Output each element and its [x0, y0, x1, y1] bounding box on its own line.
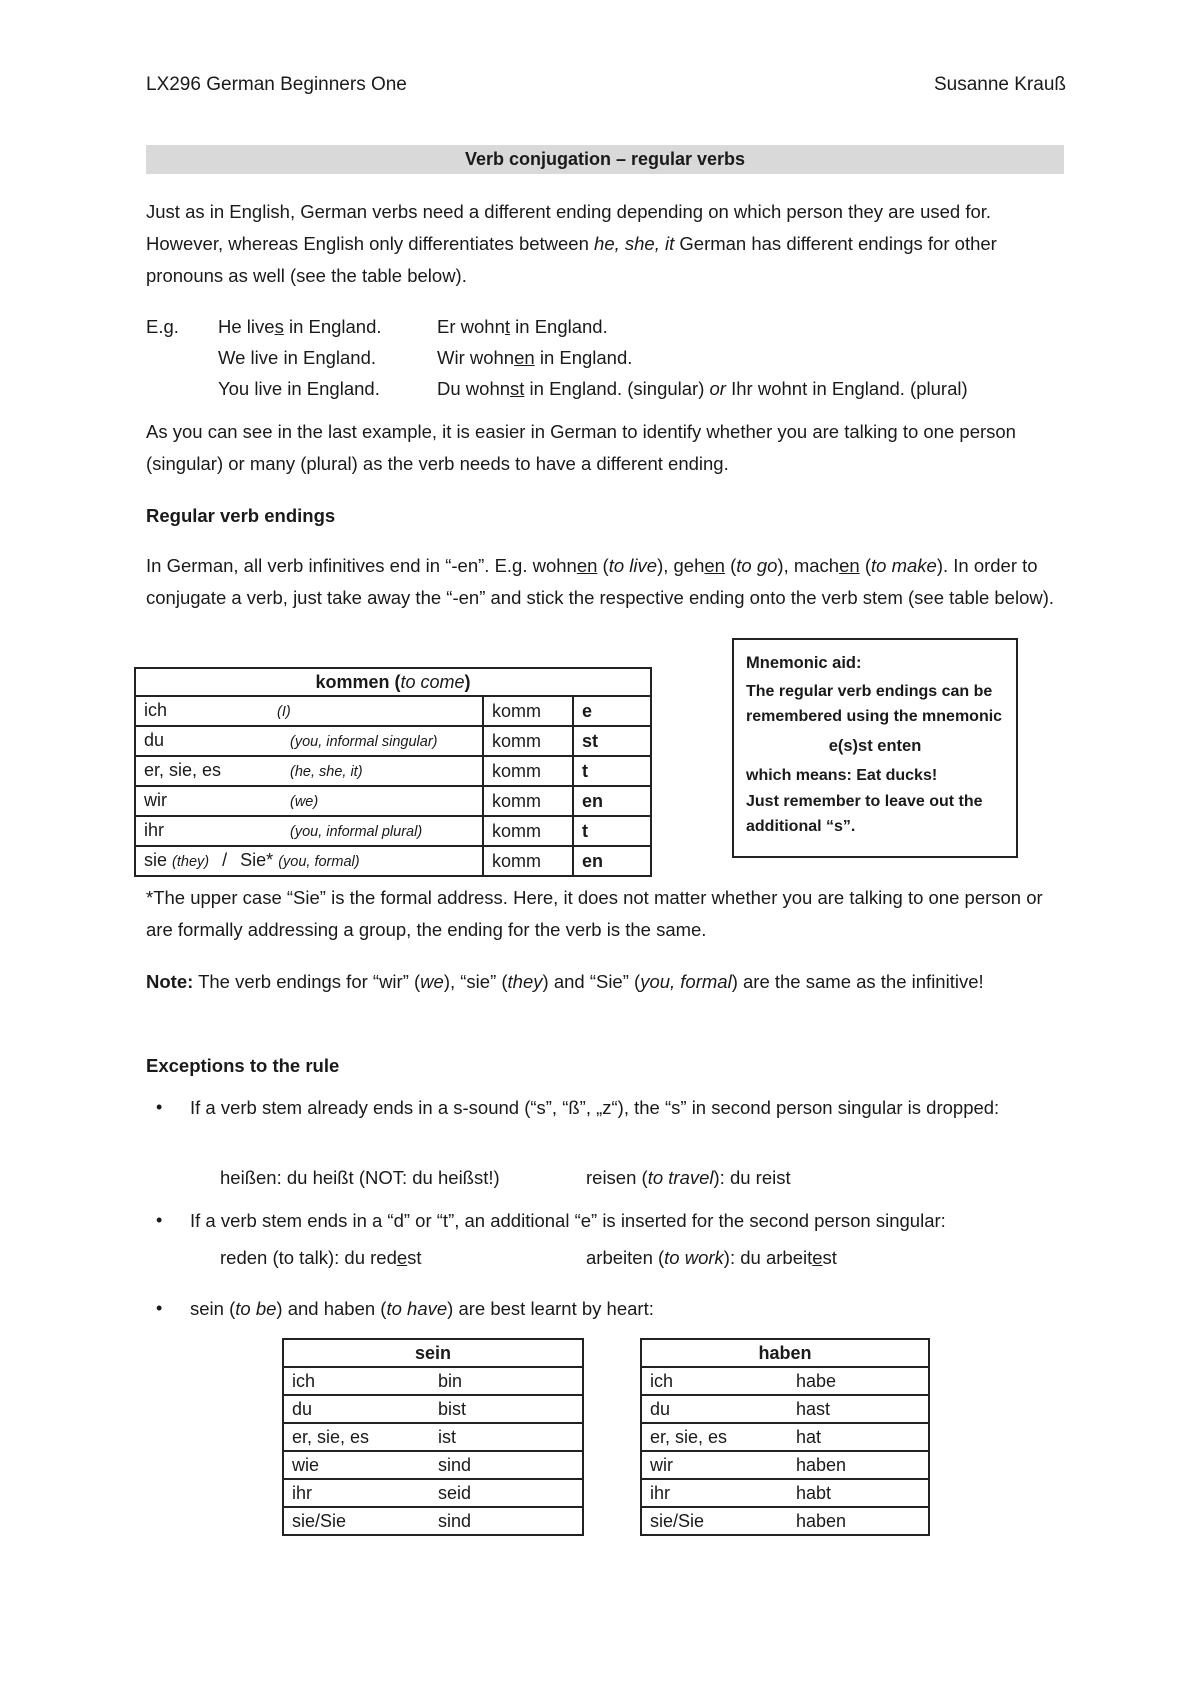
page-title: Verb conjugation – regular verbs — [146, 145, 1064, 174]
table-row: er, sie, es hat — [641, 1423, 929, 1451]
table-row: er, sie, es ist — [283, 1423, 583, 1451]
table-row: wir haben — [641, 1451, 929, 1479]
table-row: ich habe — [641, 1367, 929, 1395]
footnote-paragraph: *The upper case “Sie” is the formal address. Here, it does not matter whether you are talking to one person or are formally addressing a group, the ending for the verb is the same. — [146, 887, 1043, 940]
exception-1-example-2: reisen (to travel): du reist — [586, 1167, 791, 1188]
table-row: sie/Sie haben — [641, 1507, 929, 1535]
table-row: du hast — [641, 1395, 929, 1423]
after-examples-paragraph: As you can see in the last example, it is easier in German to identify whether you are talking to one person (singular) or many (plural) as the verb needs to have a different ending. — [146, 421, 1016, 474]
exception-2-example-1: reden (to talk): du redest — [220, 1247, 422, 1268]
exception-2-example-2: arbeiten (to work): du arbeitest — [586, 1247, 837, 1268]
examples-label: E.g. — [146, 316, 179, 337]
regular-endings-heading: Regular verb endings — [146, 505, 336, 526]
kommen-table-title: kommen (to come) — [135, 668, 651, 696]
table-row: du bist — [283, 1395, 583, 1423]
table-row: er, sie, es (he, she, it) komm t — [135, 756, 651, 786]
exception-2-text: If a verb stem ends in a “d” or “t”, an additional “e” is inserted for the second person singular: — [190, 1210, 946, 1231]
exception-1-text: If a verb stem already ends in a s-sound (“s”, “ß”, „z“), the “s” in second person singular is dropped: — [190, 1097, 1000, 1118]
course-title: LX296 German Beginners One — [146, 74, 407, 95]
table-row: wir (we) komm en — [135, 786, 651, 816]
example-de-1: Er wohnt in England. — [437, 316, 608, 337]
haben-table — [640, 1338, 930, 1536]
example-en-3: You live in England. — [218, 378, 380, 399]
mnemonic-line2: which means: Eat ducks! — [746, 767, 938, 784]
table-row: sie (they) / Sie* (you, formal) komm en — [135, 846, 651, 876]
exception-3-text: sein (to be) and haben (to have) are best learnt by heart: — [190, 1298, 654, 1319]
sein-table-title: sein — [283, 1339, 583, 1367]
example-en-1: He lives in England. — [218, 316, 382, 337]
haben-table-title: haben — [641, 1339, 929, 1367]
sein-table — [282, 1338, 584, 1536]
kommen-table — [134, 667, 652, 877]
table-row: du (you, informal singular) komm st — [135, 726, 651, 756]
table-row: ihr seid — [283, 1479, 583, 1507]
note-paragraph: Note: The verb endings for “wir” (we), “sie” (they) and “Sie” (you, formal) are the same as the infinitive! — [146, 971, 984, 992]
table-row: ihr (you, informal plural) komm t — [135, 816, 651, 846]
table-row: ihr habt — [641, 1479, 929, 1507]
bullet-1: • — [156, 1097, 163, 1117]
author-name: Susanne Krauß — [933, 74, 1066, 95]
example-de-3: Du wohnst in England. (singular) or Ihr wohnt in England. (plural) — [437, 378, 968, 399]
mnemonic-phrase: e(s)st enten — [828, 737, 922, 755]
regular-endings-paragraph: In German, all verb infinitives end in “-en”. E.g. wohnen (to live), gehen (to go), machen (to make). In order to conjugate a verb, just take away the “-en” and stick the respective ending onto the verb stem (see table below). — [146, 555, 1055, 608]
table-row: ich bin — [283, 1367, 583, 1395]
table-row: wie sind — [283, 1451, 583, 1479]
example-de-2: Wir wohnen in England. — [437, 347, 633, 368]
mnemonic-line3: Just remember to leave out the additional “s”. — [746, 793, 983, 835]
table-row: ich (I) komm e — [135, 696, 651, 726]
mnemonic-line1: The regular verb endings can be remembered using the mnemonic — [746, 683, 1003, 725]
bullet-3: • — [156, 1298, 163, 1318]
table-row: sie/Sie sind — [283, 1507, 583, 1535]
exception-1-example-1: heißen: du heißt (NOT: du heißst!) — [220, 1167, 500, 1188]
mnemonic-box — [732, 638, 1018, 858]
exceptions-heading: Exceptions to the rule — [146, 1055, 340, 1076]
intro-paragraph: Just as in English, German verbs need a different ending depending on which person they are used for. However, whereas English only differentiates between he, she, it German has different endings for other pronouns as well (see the table below). — [146, 201, 997, 286]
bullet-2: • — [156, 1210, 163, 1230]
mnemonic-title: Mnemonic aid: — [746, 654, 862, 672]
example-en-2: We live in England. — [218, 347, 377, 368]
